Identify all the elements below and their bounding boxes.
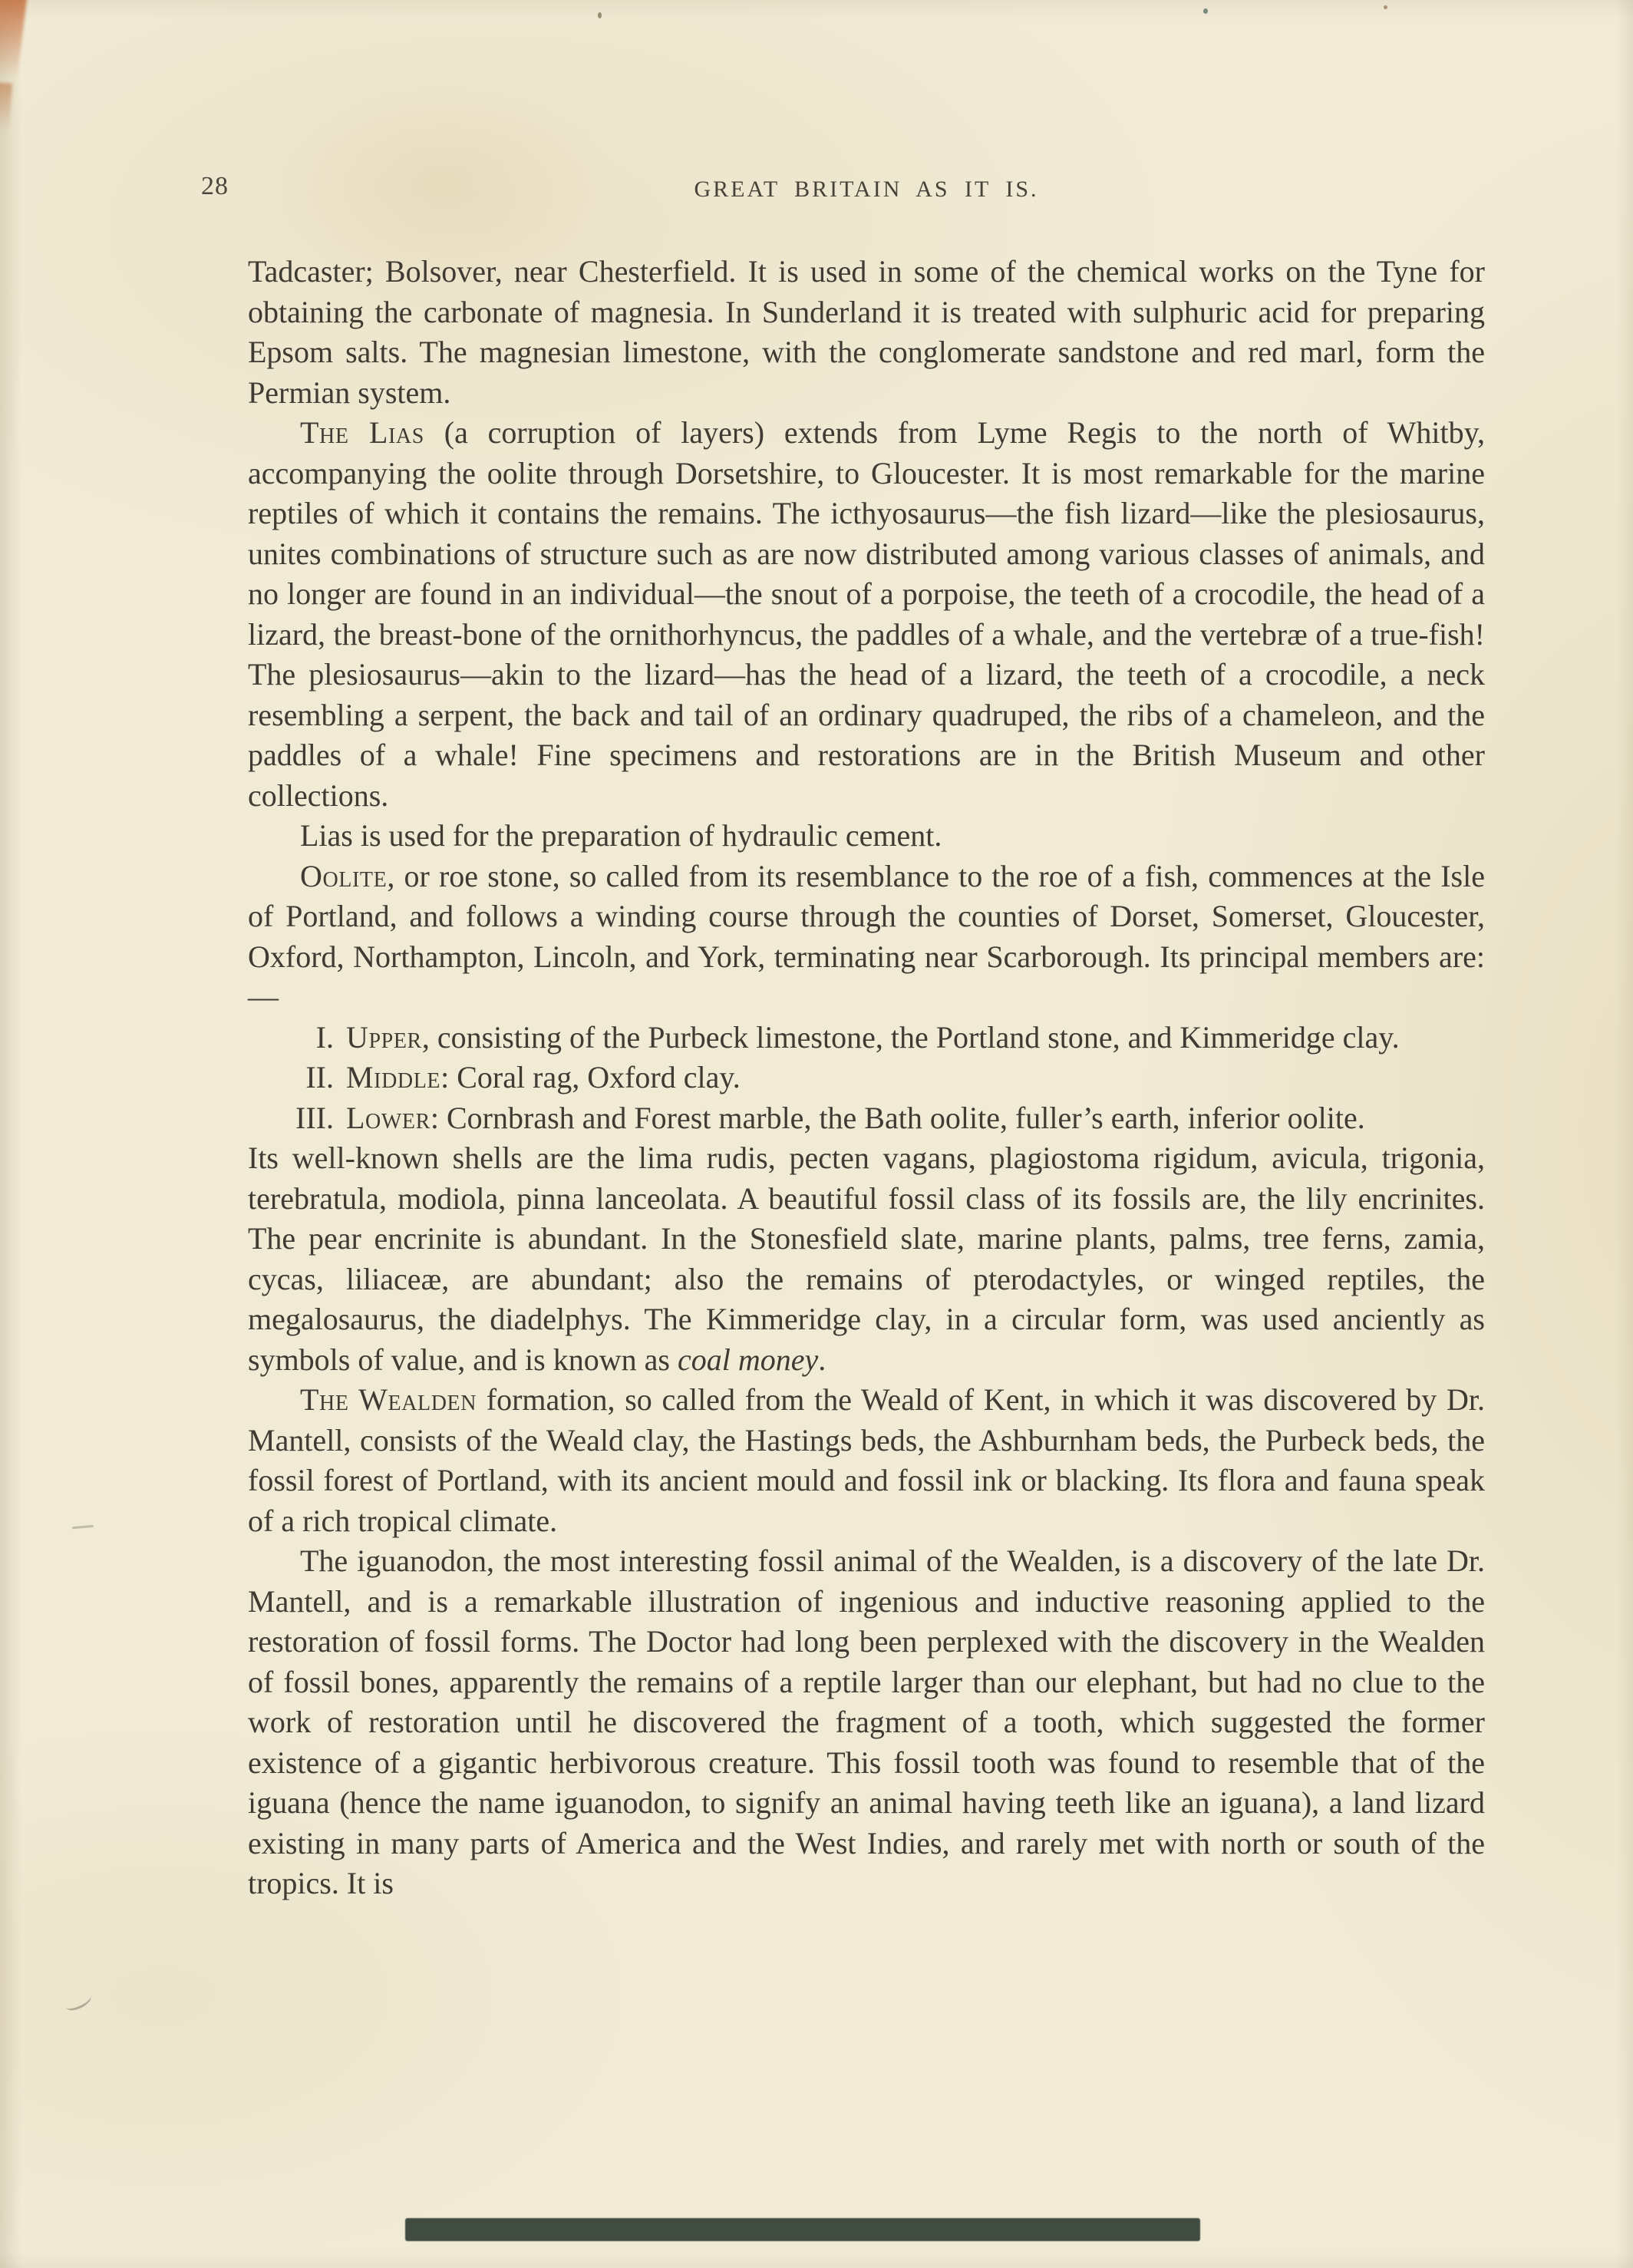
- pencil-mark: [72, 1525, 94, 1529]
- paragraph: [248, 252, 1485, 413]
- list-item-text: [346, 1018, 1485, 1058]
- scan-speck-icon: [598, 12, 602, 18]
- text-segment: Lower: [346, 1100, 431, 1135]
- list-item: [248, 1018, 1485, 1058]
- pencil-mark: [63, 1989, 94, 2012]
- text-segment: Upper: [346, 1019, 422, 1055]
- list-item-text: [346, 1058, 1485, 1098]
- paragraph: [248, 1541, 1485, 1904]
- scan-speck-icon: [1203, 8, 1208, 14]
- text-segment: : Coral rag, Oxford clay.: [440, 1060, 741, 1094]
- list-numeral: III.: [295, 1100, 334, 1135]
- list-numeral: I.: [315, 1019, 334, 1055]
- corner-stain-icon: [0, 0, 29, 80]
- text-segment: , consisting of the Purbeck limestone, the Portland stone, and Kimmeridge clay.: [421, 1019, 1400, 1055]
- paragraph: [248, 1380, 1485, 1541]
- list-numeral: II.: [305, 1060, 334, 1094]
- text-segment: The Lias: [300, 415, 424, 450]
- corner-stain-icon: [0, 82, 12, 130]
- list-item: [248, 1098, 1485, 1139]
- scan-speck-icon: [1384, 5, 1387, 9]
- scan-dark-strip: [405, 2218, 1200, 2241]
- text-segment: (a corruption of layers) extends from Lyme Regis to the north of Whitby, accompanying the oolite through Dorsetshire, to Gloucester. It is most remarkable for the marine reptiles of which it contains the remains. The icthyosaurus—the fish lizard—like the plesiosaurus, unites combinations of structure such as are now distributed among various classes of animals, and no longer are found in an individual—the snout of a porpoise, the teeth of a crocodile, the head of a lizard, the breast-bone of the ornithorhyncus, the paddles of a whale, and the vertebræ of a true-fish! The plesiosaurus—akin to the lizard—has the head of a lizard, the teeth of a crocodile, a neck resembling a serpent, the back and tail of an ordinary quadruped, the ribs of a chameleon, and the paddles of a whale! Fine specimens and restorations are in the British Museum and other collections.: [248, 415, 1486, 813]
- text-segment: coal money: [677, 1342, 819, 1377]
- text-segment: .: [818, 1342, 826, 1377]
- paragraph: [248, 413, 1485, 816]
- text-column: [248, 252, 1485, 1904]
- page-number: 28: [201, 172, 229, 200]
- list-item: [248, 1058, 1485, 1098]
- text-segment: Oolite: [300, 858, 388, 893]
- text-segment: The Wealden: [300, 1382, 477, 1417]
- text-segment: Tadcaster; Bolsover, near Chesterfield. It is used in some of the chemical works on the Tyne for obtaining the carbonate of magnesia. In Sunderland it is treated with sulphuric acid for preparing Epsom salts. The magnesian limestone, with the conglomerate sandstone and red marl, form the Permian system.: [248, 254, 1485, 410]
- text-segment: The iguanodon, the most interesting fossil animal of the Wealden, is a discovery of the late Dr. Mantell, and is a remarkable illustration of ingenious and inductive reasoning applied to the restoration of fossil forms. The Doctor had long been perplexed with the discovery in the Wealden of fossil bones, apparently the remains of a reptile larger than our elephant, but had no clue to the work of restoration until he discovered the fragment of a tooth, which suggested the former existence of a gigantic herbivorous creature. This fossil tooth was found to resemble that of the iguana (hence the name iguanodon, to signify an animal having teeth like an iguana), a land lizard existing in many parts of America and the West Indies, and rarely met with north or south of the tropics. It is: [248, 1543, 1485, 1900]
- text-segment: : Cornbrash and Forest marble, the Bath oolite, fuller’s earth, inferior oolite.: [430, 1100, 1365, 1135]
- text-segment: Middle: [346, 1060, 441, 1094]
- paragraph: [248, 857, 1485, 1018]
- text-segment: Lias is used for the preparation of hydraulic cement.: [300, 818, 942, 853]
- text-segment: formation, so called from the Weald of Kent, in which it was discovered by Dr. Mantell, consists of the Weald clay, the Hastings beds, the Ashburnham beds, the Purbeck beds, the fossil forest of Portland, with its ancient mould and fossil ink or blacking. Its flora and fauna speak of a rich tropical climate.: [248, 1382, 1485, 1538]
- text-segment: , or roe stone, so called from its resemblance to the roe of a fish, commences at the Isle of Portland, and follows a winding course through the counties of Dorset, Somerset, Gloucester, Oxford, Northampton, Lincoln, and York, terminating near Scarborough. Its principal members are:—: [248, 858, 1485, 1014]
- list-item-text: [346, 1098, 1485, 1139]
- paragraph: [248, 1138, 1485, 1380]
- running-title: GREAT BRITAIN AS IT IS.: [694, 177, 1039, 202]
- paragraph: [248, 816, 1485, 857]
- text-segment: Its well-known shells are the lima rudis, pecten vagans, plagiostoma rigidum, avicula, trigonia, terebratula, modiola, pinna lanceolata. A beautiful fossil class of its fossils are, the lily encrinites. The pear encrinite is abundant. In the Stonesfield slate, marine plants, palms, tree ferns, zamia, cycas, liliaceæ, are abundant; also the remains of pterodactyles, or winged reptiles, the megalosaurus, the diadelphys. The Kimmeridge clay, in a circular form, was used anciently as symbols of value, and is known as: [248, 1141, 1485, 1377]
